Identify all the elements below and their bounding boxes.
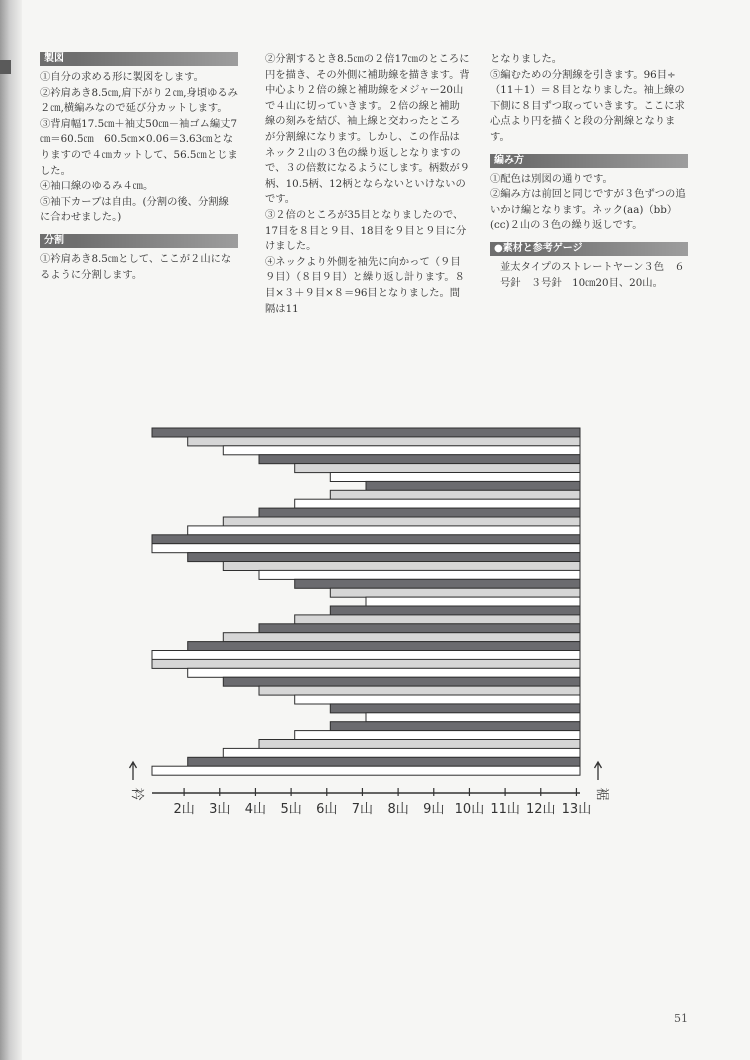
- stripe-bar-6: [330, 473, 580, 482]
- seizu-step-5: ⑤袖下カーブは自由。(分割の後、分割線に合わせました。): [40, 195, 229, 224]
- stripe-bar-12: [188, 526, 580, 535]
- page-number: 51: [674, 1012, 688, 1025]
- stripe-bar-25: [188, 642, 580, 651]
- stripe-bar-22: [295, 615, 580, 624]
- tick-label-10山: 10山: [454, 802, 485, 817]
- tick-label-3山: 3山: [209, 802, 231, 817]
- stripe-bar-3: [223, 446, 580, 455]
- stripe-bar-31: [295, 695, 580, 704]
- up-arrow-left-icon: [130, 762, 137, 780]
- seizu-step-2: ②衿肩あき8.5㎝,肩下がり２㎝,身頃ゆるみ２㎝,横編みなので延び分カットします。: [40, 86, 238, 115]
- stripe-bar-11: [223, 517, 580, 526]
- stripe-bar-26: [152, 651, 580, 660]
- stripe-bar-23: [259, 624, 580, 633]
- stripe-bar-18: [295, 579, 580, 588]
- up-arrow-right-icon: [595, 762, 602, 780]
- stripe-bar-21: [330, 606, 580, 615]
- tick-label-12山: 12山: [525, 802, 556, 817]
- stripe-bar-17: [259, 570, 580, 579]
- stripe-bar-4: [259, 455, 580, 464]
- mid-paragraph-3: ③２倍のところが35目となりましたので、17目を８目と９目、18目を９目と９目に分けました。: [265, 208, 467, 253]
- stripe-bar-28: [188, 668, 580, 677]
- tick-label-6山: 6山: [316, 802, 338, 817]
- seizu-step-4: ④袖口線のゆるみ４㎝。: [40, 180, 154, 193]
- amikata-step-2: ②編み方は前回と同じですが３色ずつの追いかけ編となります。ネック(aa)（bb）(cc)２山の３色の繰り返しです。: [490, 188, 686, 232]
- bunkatsu-step-1: ①衿肩あき8.5㎝として、ここが２山になるように分割します。: [40, 252, 232, 281]
- tick-label-5山: 5山: [280, 802, 302, 817]
- stripe-bar-27: [152, 659, 580, 668]
- right-continuation: となりました。: [490, 53, 563, 65]
- stripe-bar-20: [366, 597, 580, 606]
- stripe-bar-36: [259, 740, 580, 749]
- stripe-bar-7: [366, 481, 580, 490]
- stripe-bar-37: [223, 748, 580, 757]
- heading-seizu: 製図: [40, 52, 238, 66]
- right-paragraph-5: ⑤編むための分割線を引きます。96目÷（11＋1）＝８目となりました。袖上線の下側に８目ずつ取っていきます。ここに求心点より円を描くと段の分割線となります。: [490, 68, 685, 143]
- stripe-bar-34: [330, 722, 580, 731]
- stripe-bar-5: [295, 464, 580, 473]
- heading-bunkatsu: 分割: [40, 234, 238, 248]
- stripe-bar-10: [259, 508, 580, 517]
- mid-paragraph-2: ②分割するとき8.5㎝の２倍17㎝のところに円を描き、その外側に補助線を描きます。背中心より２倍の線と補助線をメジャー20山で４山に切っていきます。２倍の線と補助線の刻みを結び、袖上線と交わったところが分割線になります。しかし、この作品はネック２山の３色の繰り返しとなりますので、３の倍数になるようにします。柄数が９柄、10.5柄、12柄とならないといけないのです。: [265, 53, 470, 206]
- stripe-bars: [152, 428, 580, 775]
- stripe-bar-15: [188, 553, 580, 562]
- tick-label-4山: 4山: [244, 802, 267, 817]
- stripe-bar-8: [330, 490, 580, 499]
- tick-label-9山: 9山: [423, 802, 445, 817]
- stripe-bar-29: [223, 677, 580, 686]
- seizu-step-3: ③背肩幅17.5㎝＋袖丈50㎝－袖ゴム編丈7㎝＝60.5㎝ 60.5㎝×0.06＝3.63㎝となりますので４㎝カットして、56.5㎝とじました。: [40, 117, 238, 177]
- tick-label-2山: 2山: [173, 802, 195, 817]
- stripe-bar-19: [330, 588, 580, 597]
- stripe-bar-30: [259, 686, 580, 695]
- stripe-bar-14: [152, 544, 580, 553]
- stripe-bar-35: [295, 731, 580, 740]
- chart-axis: [152, 788, 580, 796]
- stripe-bar-2: [188, 437, 580, 446]
- stripe-bar-1: [152, 428, 580, 437]
- chart-tick-labels: [173, 802, 591, 817]
- tick-label-13山: 13山: [561, 802, 592, 817]
- tick-label-8山: 8山: [387, 802, 409, 817]
- stripe-bar-13: [152, 535, 580, 544]
- tick-label-7山: 7山: [351, 802, 374, 817]
- side-label-left: 衿: [129, 787, 144, 801]
- amikata-step-1: ①配色は別図の通りです。: [490, 172, 613, 185]
- stripe-bar-32: [330, 704, 580, 713]
- stripe-bar-38: [188, 757, 580, 766]
- heading-amikata: 編み方: [490, 154, 688, 168]
- stripe-bar-33: [366, 713, 580, 722]
- stripe-bar-24: [223, 633, 580, 642]
- mid-paragraph-4: ④ネックより外側を袖先に向かって（９目９目）（８目９目）と繰り返し計ります。８目×３＋９目×８＝96目となりました。間隔は11: [265, 255, 465, 315]
- sozai-text: 並太タイプのストレートヤーン３色 ６号針 ３号針 10㎝20目、20山。: [500, 260, 685, 289]
- seizu-step-1: ①自分の求める形に製図をします。: [40, 71, 204, 83]
- stripe-bar-9: [295, 499, 580, 508]
- stripe-bar-39: [152, 766, 580, 775]
- tick-label-11山: 11山: [490, 802, 520, 817]
- stripe-bar-16: [223, 562, 580, 571]
- side-label-right: 裾: [594, 787, 609, 801]
- heading-sozai: ●素材と参考ゲージ: [490, 242, 688, 256]
